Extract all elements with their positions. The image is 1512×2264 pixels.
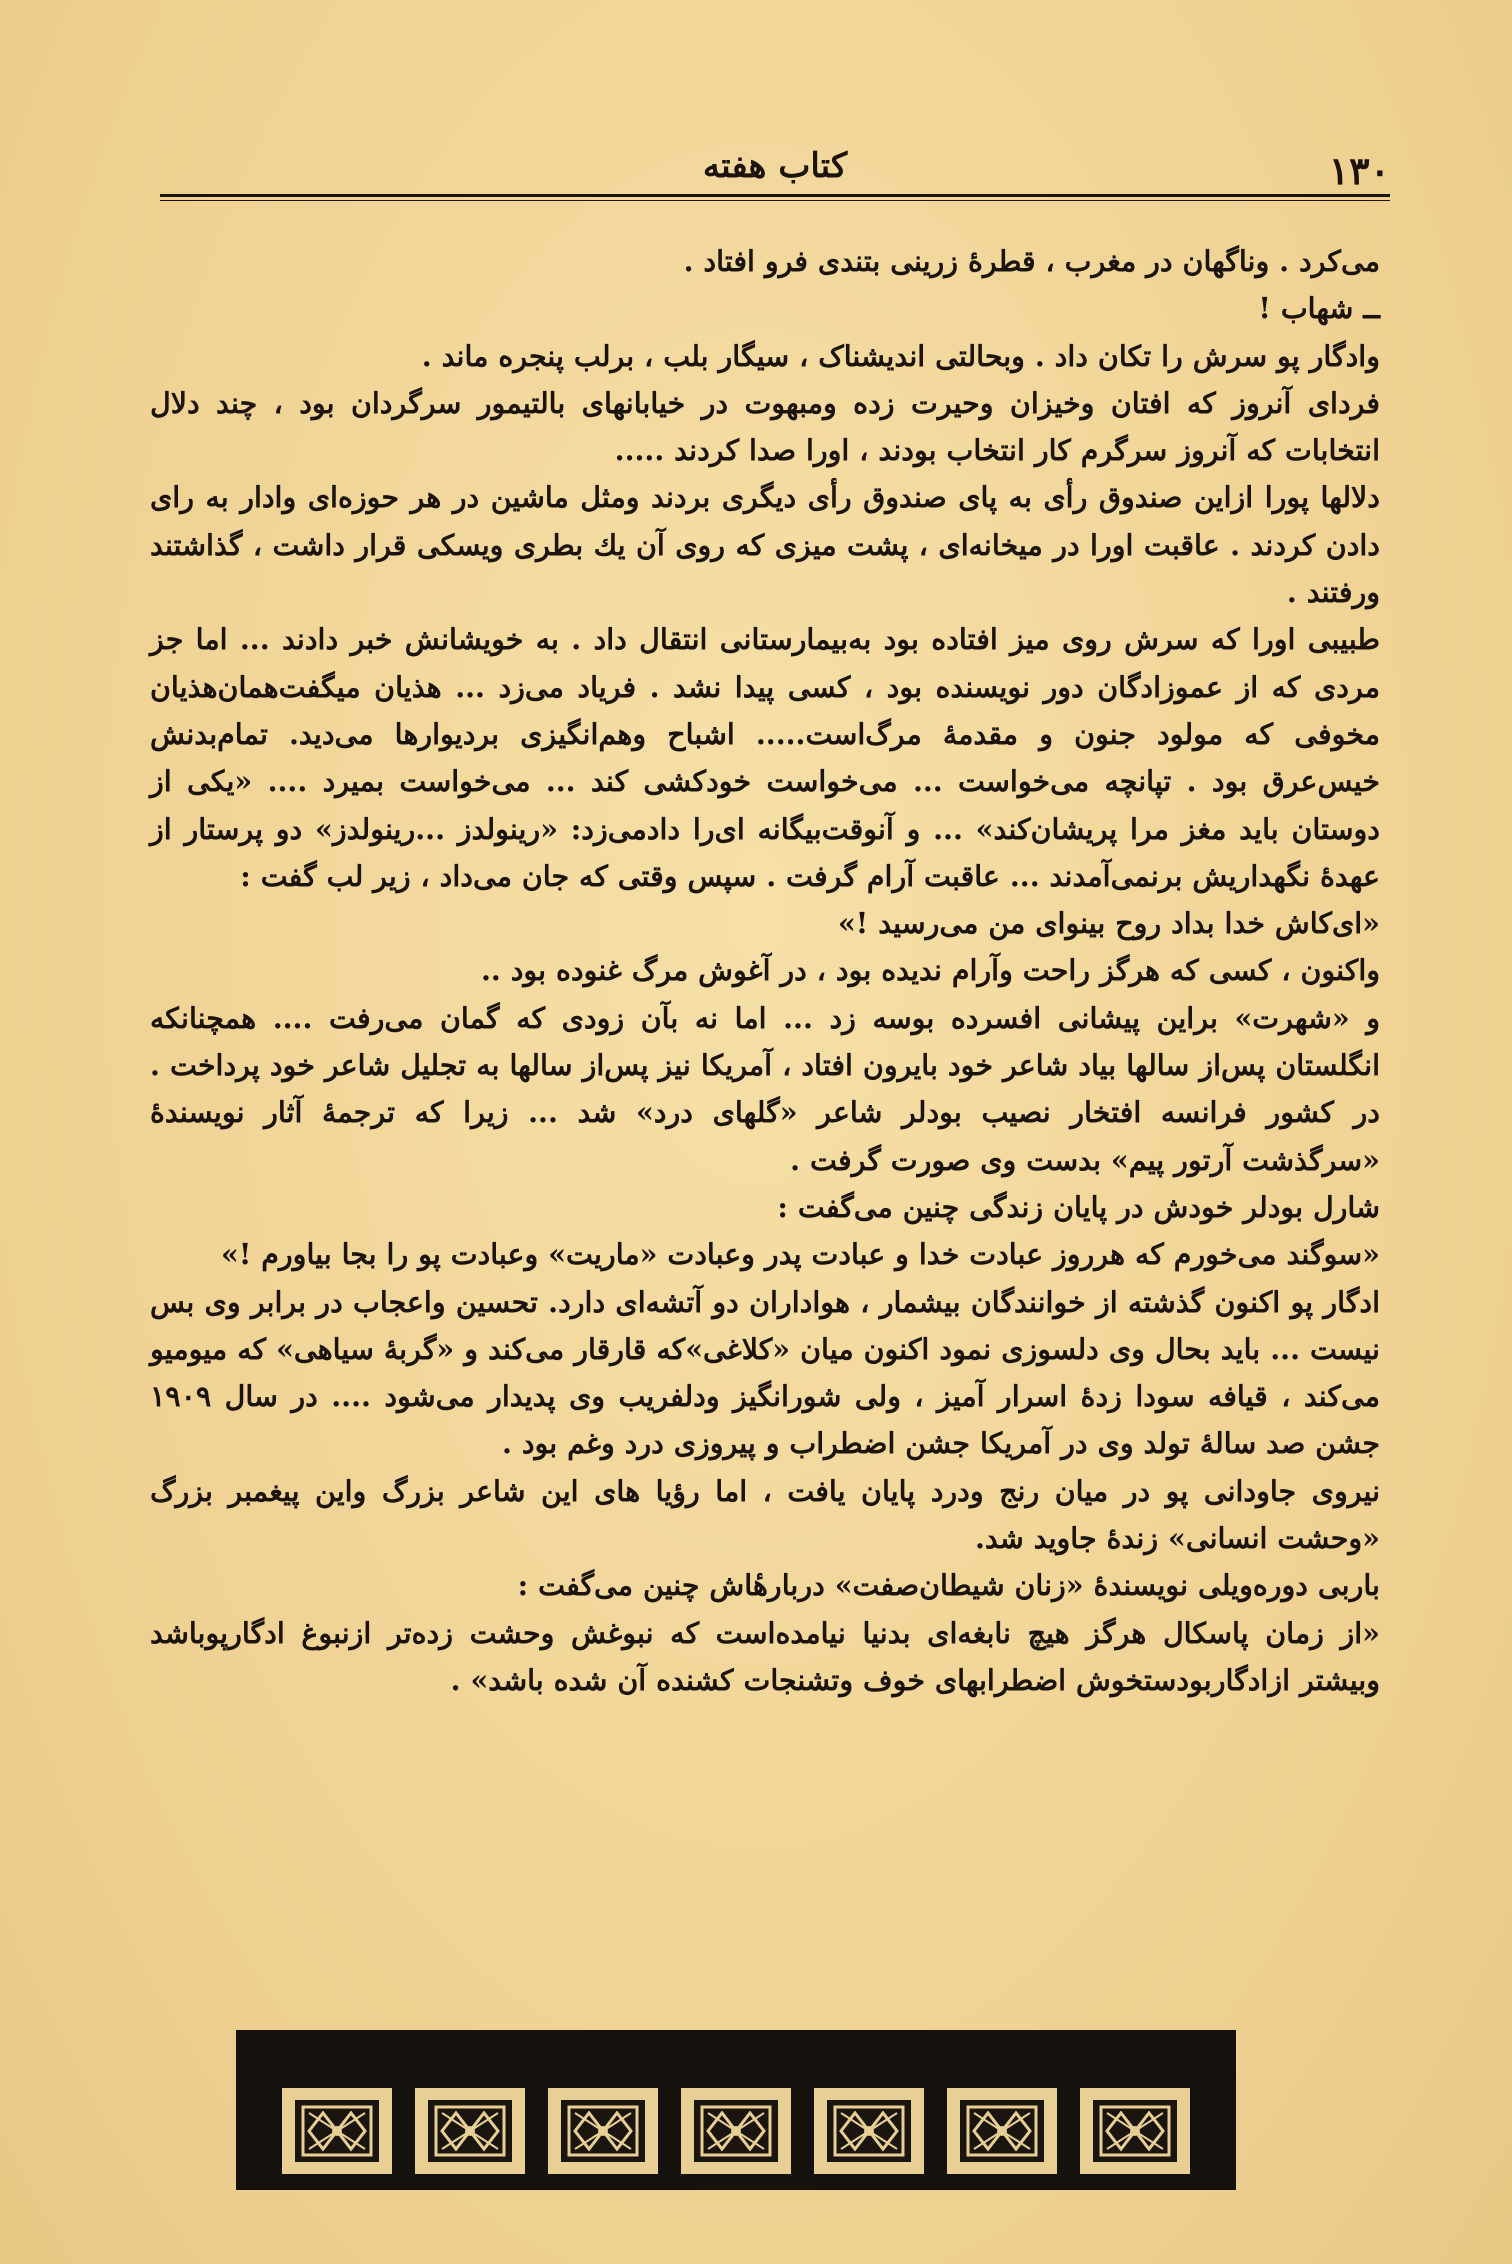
ornament-tile [415,2088,525,2174]
ornament-tile [947,2088,1057,2174]
paragraph: ــ شهاب ! [1258,291,1380,326]
lattice-pattern-icon [428,2100,512,2162]
decorative-ornament-band [236,2030,1236,2190]
paragraph: واکنون ، کسی که هرگز راحت وآرام ندیده بود ، در آغوش مرگ غنوده بود .. [480,953,1380,988]
ornament-tile [681,2088,791,2174]
page-number: ۱۳۰ [1328,148,1390,193]
paragraph: ادگار پو اکنون گذشته از خوانندگان بیشمار ، هواداران دو آتشه‌ای دارد. تحسین واعجاب در برابر وی بس نیست ... باید بحال وی دلسوزی نمود اکنون میان «کلاغی»که قارقار می‌کند و «گربهٔ سیاهی» که میومیو می‌کند ، قیافه سودا زدهٔ اسرار آمیز ، ولی شورانگیز ودلفریب وی پدیدار می‌شود .... در سال ۱۹۰۹ جشن صد سالهٔ تولد وی در آمریکا جشن اضطراب و پیروزی درد وغم بود . [150,1284,1380,1461]
paragraph: شارل بودلر خودش در پایان زندگی چنین می‌گفت : [777,1189,1380,1224]
paragraph: طبیبی اورا که سرش روی میز افتاده بود به‌بیمارستانی انتقال داد . به خویشانش خبر دادند ... اما جز مردی که از عموزادگان دور نویسنده بود ، کسی پیدا نشد . فریاد می‌زد ... هذیان میگفت‌همان‌هذیان مخوفی که مولود جنون و مقدمهٔ مرگ‌است..... اشباح وهم‌انگیزی بردیوارها می‌دید. تمام‌بدنش خیس‌عرق بود . تپانچه می‌خواست ... می‌خواست خودکشی کند ... می‌خواست بمیرد .... «یکی از دوستان باید مغز مرا پریشان‌کند» ... و آنوقت‌بیگانه ای‌را دادمی‌زد: «رینولدز ...رینولدز» دو پرستار از عهدهٔ نگهداریش برنمی‌آمدند ... عاقبت آرام گرفت . سپس وقتی که جان می‌داد ، زیر لب گفت : [150,622,1380,893]
quote: «سوگند می‌خورم که هرروز عبادت خدا و عبادت پدر وعبادت «ماریت» وعبادت پو را بجا بیاورم !» [221,1237,1380,1272]
quote: «از زمان پاسکال هرگز هیچ نابغه‌ای بدنیا نیامده‌است که نبوغش وحشت زده‌تر ازنبوغ ادگارپوباشد وبیشتر ازادگاربودستخوش اضطرابهای خوف وتشنجات کشنده آن شده باشد» . [150,1615,1380,1697]
paragraph: دلالها پورا ازاین صندوق رأی به پای صندوق رأی دیگری بردند ومثل ماشین در هر حوزه‌ای وادار به رای دادن کردند . عاقبت اورا در میخانه‌ای ، پشت میزی که روی آن یك بطری ویسکی قرار داشت ، گذاشتند ورفتند . [150,480,1380,610]
header-rule [160,194,1390,197]
paragraph: و «شهرت» براین پیشانی افسرده بوسه زد ... اما نه بآن زودی که گمان می‌رفت .... همچنانکه انگلستان پس‌از سالها بیاد شاعر خود بایرون افتاد ، آمریکا نیز پس‌از سالها به تجلیل شاعر خود پرداخت . در کشور فرانسه افتخار نصیب بودلر شاعر «گلهای درد» شد ... زیرا که ترجمهٔ آثار نویسندهٔ «سرگذشت آرتور پیم» بدست وی صورت گرفت . [150,1000,1380,1177]
page-header [160,140,1390,200]
paragraph: فردای آنروز که افتان وخیزان وحیرت زده ومبهوت در خیابانهای بالتیمور سرگردان بود ، چند دلال انتخابات که آنروز سرگرم کار انتخاب بودند ، اورا صدا کردند ..... [150,385,1380,468]
ornament-tile [814,2088,924,2174]
running-title: کتاب هفته [702,146,848,186]
body-text [150,238,1380,1704]
ornament-tile [548,2088,658,2174]
ornament-tile [282,2088,392,2174]
lattice-pattern-icon [1093,2100,1177,2162]
paragraph: باربی دوره‌ویلی نویسندهٔ «زنان شیطان‌صفت» دربارهٔاش چنین می‌گفت : [517,1568,1380,1603]
paragraph: وادگار پو سرش را تکان داد . وبحالتی اندیشناک ، سیگار بلب ، برلب پنجره ماند . [421,338,1380,373]
lattice-pattern-icon [561,2100,645,2162]
paragraph: نیروی جاودانی پو در میان رنج ودرد پایان یافت ، اما رؤیا های این شاعر بزرگ واین پیغمبر بزرگ «وحشت انسانی» زندهٔ جاوید شد. [150,1473,1380,1556]
lattice-pattern-icon [960,2100,1044,2162]
lattice-pattern-icon [694,2100,778,2162]
lattice-pattern-icon [827,2100,911,2162]
paragraph: می‌کرد . وناگهان در مغرب ، قطرهٔ زرینی بتندی فرو افتاد . [683,244,1380,278]
header-rule-thin [160,200,1390,201]
ornament-tile [1080,2088,1190,2174]
lattice-pattern-icon [295,2100,379,2162]
quote: «ای‌کاش خدا بداد روح بینوای من می‌رسید !» [837,906,1380,941]
